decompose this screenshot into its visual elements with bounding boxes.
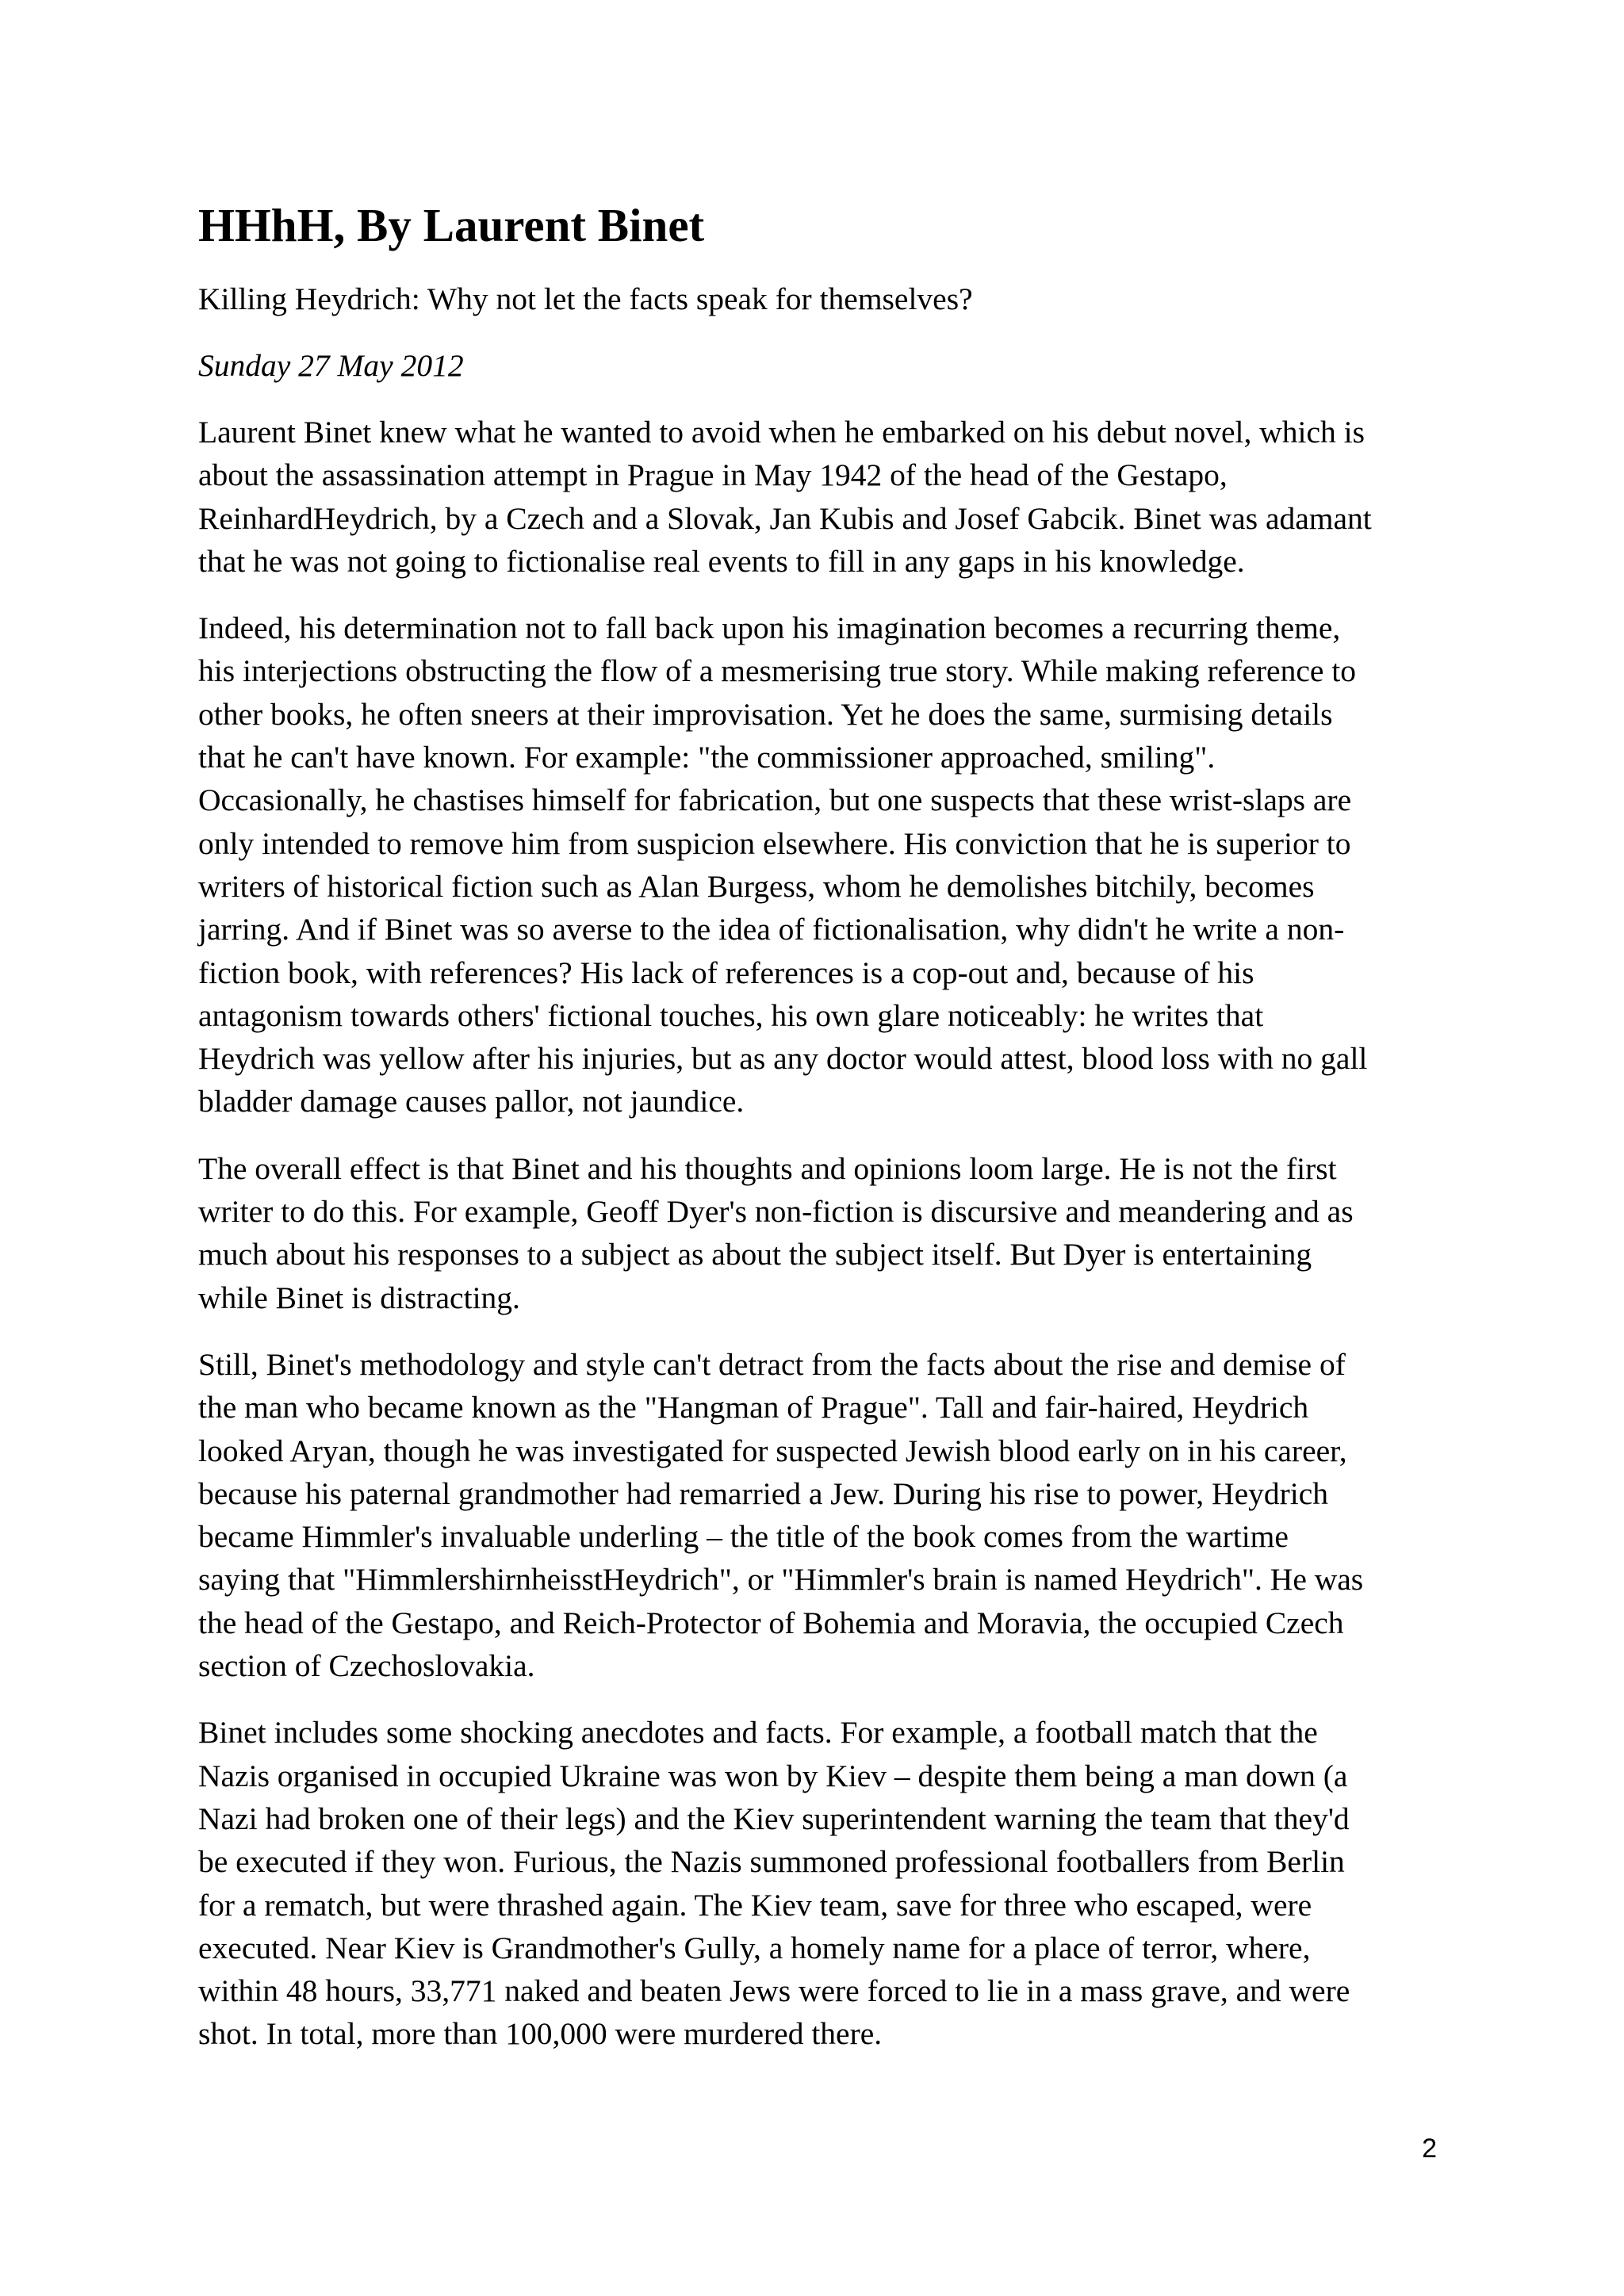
paragraph-line: Nazi had broken one of their legs) and the Kiev superintendent warning the team that they'd xyxy=(198,1800,1350,1836)
paragraph-line: Occasionally, he chastises himself for fabrication, but one suspects that these wrist-slaps are xyxy=(198,783,1352,818)
paragraph-line: while Binet is distracting. xyxy=(198,1280,520,1315)
paragraph-line: bladder damage causes pallor, not jaundice. xyxy=(198,1084,745,1119)
article-date: Sunday 27 May 2012 xyxy=(198,348,464,383)
paragraph-line: for a rematch, but were thrashed again. The Kiev team, save for three who escaped, were xyxy=(198,1887,1312,1923)
page-number: 2 xyxy=(1422,2133,1437,2164)
article-subtitle: Killing Heydrich: Why not let the facts speak for themselves? xyxy=(198,281,973,316)
paragraph-line: his interjections obstructing the flow of a mesmerising true story. While making reference to xyxy=(198,653,1356,689)
paragraph-line: because his paternal grandmother had remarried a Jew. During his rise to power, Heydrich xyxy=(198,1475,1329,1511)
paragraph-line: much about his responses to a subject as about the subject itself. But Dyer is entertaining xyxy=(198,1237,1312,1272)
paragraph-line: Nazis organised in occupied Ukraine was won by Kiev – despite them being a man down (a xyxy=(198,1758,1348,1793)
paragraph-line: the head of the Gestapo, and Reich-Protector of Bohemia and Moravia, the occupied Czech xyxy=(198,1605,1344,1640)
paragraph-line: only intended to remove him from suspicion elsewhere. His conviction that he is superior to xyxy=(198,825,1351,861)
paragraph-line: that he can't have known. For example: "the commissioner approached, smiling". xyxy=(198,740,1216,775)
article-body xyxy=(198,195,1435,2056)
paragraph-line: Indeed, his determination not to fall back upon his imagination becomes a recurring theme, xyxy=(198,610,1341,646)
paragraph-line: Binet includes some shocking anecdotes and facts. For example, a football match that the xyxy=(198,1715,1318,1751)
paragraph-line: other books, he often sneers at their improvisation. Yet he does the same, surmising details xyxy=(198,696,1333,732)
paragraph-line: fiction book, with references? His lack of references is a cop-out and, because of his xyxy=(198,955,1254,990)
article-paragraphs xyxy=(198,411,1435,2056)
paragraph-line: ReinhardHeydrich, by a Czech and a Slovak, Jan Kubis and Josef Gabcik. Binet was adamant xyxy=(198,500,1372,536)
paragraph-line: The overall effect is that Binet and his thoughts and opinions loom large. He is not the first xyxy=(198,1150,1337,1186)
paragraph-line: looked Aryan, though he was investigated for suspected Jewish blood early on in his career, xyxy=(198,1433,1347,1468)
paragraph-line: executed. Near Kiev is Grandmother's Gully, a homely name for a place of terror, where, xyxy=(198,1930,1311,1965)
paragraph-line: be executed if they won. Furious, the Nazis summoned professional footballers from Berlin xyxy=(198,1844,1345,1880)
paragraph-line: Laurent Binet knew what he wanted to avoid when he embarked on his debut novel, which is xyxy=(198,415,1365,450)
article-title: HHhH, By Laurent Binet xyxy=(198,199,705,251)
paragraph-line: Still, Binet's methodology and style can't detract from the facts about the rise and demise of xyxy=(198,1346,1346,1382)
paragraph xyxy=(198,411,1435,583)
paragraph-line: saying that "HimmlershirnheisstHeydrich", or "Himmler's brain is named Heydrich". He was xyxy=(198,1562,1364,1598)
paragraph-line: that he was not going to fictionalise real events to fill in any gaps in his knowledge. xyxy=(198,543,1245,579)
paragraph-line: became Himmler's invaluable underling – the title of the book comes from the wartime xyxy=(198,1519,1289,1555)
paragraph-line: about the assassination attempt in Prague in May 1942 of the head of the Gestapo, xyxy=(198,457,1228,493)
paragraph xyxy=(198,607,1435,1123)
paragraph-line: the man who became known as the "Hangman of Prague". Tall and fair-haired, Heydrich xyxy=(198,1390,1309,1425)
paragraph xyxy=(198,1711,1435,2055)
paragraph-line: writer to do this. For example, Geoff Dyer's non-fiction is discursive and meandering and as xyxy=(198,1194,1354,1230)
paragraph-line: Heydrich was yellow after his injuries, but as any doctor would attest, blood loss with no gall xyxy=(198,1041,1368,1077)
paragraph-line: within 48 hours, 33,771 naked and beaten Jews were forced to lie in a mass grave, and were xyxy=(198,1973,1350,2009)
paragraph xyxy=(198,1343,1435,1687)
paragraph-line: antagonism towards others' fictional touches, his own glare noticeably: he writes that xyxy=(198,997,1264,1033)
paragraph xyxy=(198,1147,1435,1319)
paragraph-line: writers of historical fiction such as Alan Burgess, whom he demolishes bitchily, becomes xyxy=(198,868,1315,904)
paragraph-line: jarring. And if Binet was so averse to the idea of fictionalisation, why didn't he write a non- xyxy=(198,912,1345,947)
paragraph-line: shot. In total, more than 100,000 were murdered there. xyxy=(198,2016,883,2052)
paragraph-line: section of Czechoslovakia. xyxy=(198,1648,535,1684)
